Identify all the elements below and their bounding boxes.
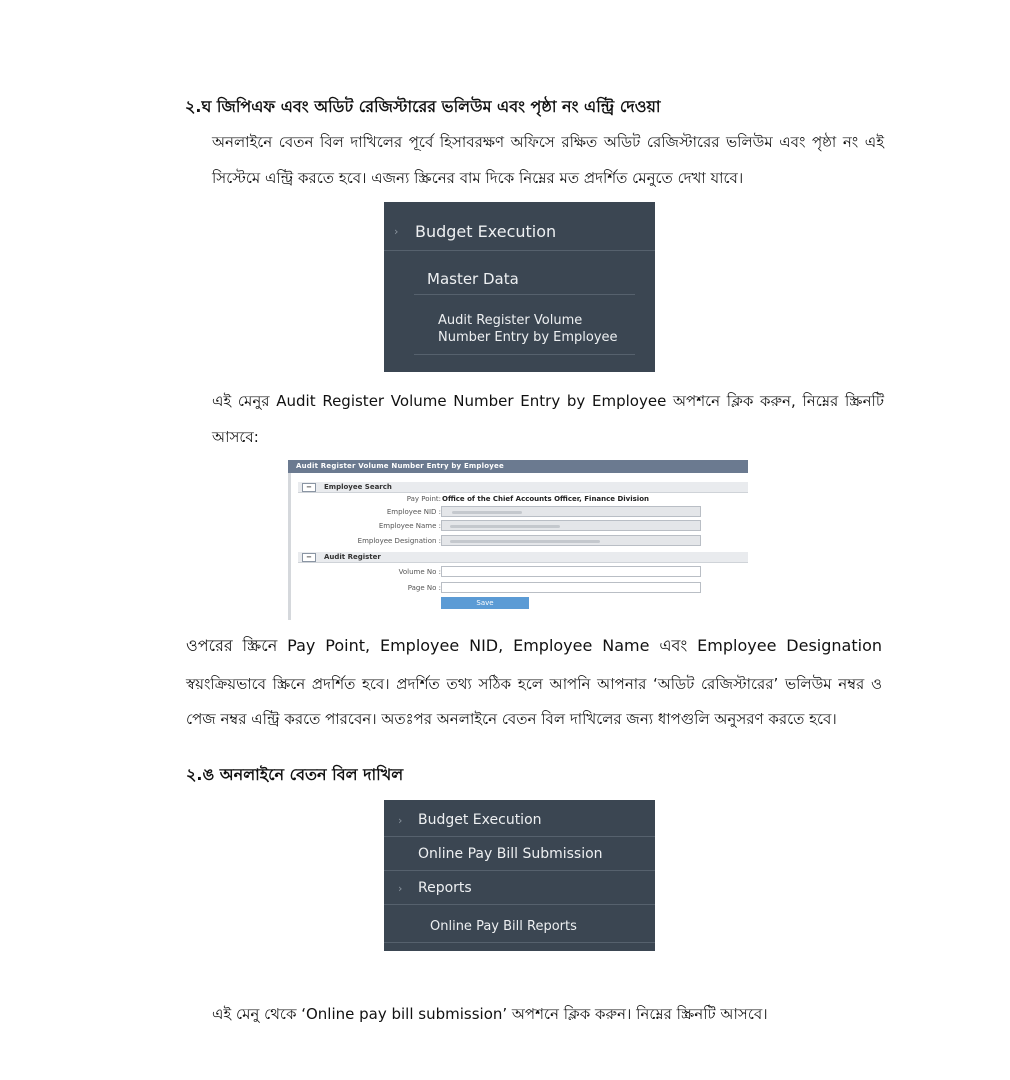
employee-name-label: Employee Name :	[378, 522, 441, 530]
menu-divider	[414, 294, 635, 295]
menu-item-audit-register-volume[interactable]	[438, 312, 618, 346]
section-title: Employee Search	[324, 483, 392, 491]
paragraph-2-line-2: আসবে:	[212, 428, 259, 446]
collapse-icon[interactable]: −	[302, 483, 316, 492]
menu-item-online-pay-bill-submission[interactable]	[384, 840, 655, 868]
paragraph-3-line-1: ওপরের স্ক্রিনে Pay Point, Employee NID, Employee Name এবং Employee Designation	[186, 636, 882, 655]
employee-nid-field	[441, 506, 701, 517]
page-no-input[interactable]	[441, 582, 701, 593]
section-header-audit-register[interactable]	[298, 552, 748, 563]
menu-item-master-data[interactable]	[384, 264, 655, 294]
employee-designation-field	[441, 535, 701, 546]
section-heading-2umo: ২.ঙ অনলাইনে বেতন বিল দাখিল	[186, 765, 404, 784]
form-screenshot-audit-register-entry	[288, 460, 748, 620]
menu-divider	[384, 942, 655, 943]
menu-item-label: Online Pay Bill Submission	[418, 846, 603, 862]
volume-no-label: Volume No :	[398, 568, 441, 576]
paragraph-1-line-2: সিস্টেমে এন্ট্রি করতে হবে। এজন্য স্ক্রিনের বাম দিকে নিম্নের মত প্রদর্শিত মেনুতে দেখা যাবে।	[212, 169, 744, 187]
section-heading-2gha: ২.ঘ জিপিএফ এবং অডিট রেজিস্টারের ভলিউম এবং পৃষ্ঠা নং এন্ট্রি দেওয়া	[185, 97, 661, 116]
paragraph-3-line-3: পেজ নম্বর এন্ট্রি করতে পারবেন। অতঃপর অনলাইনে বেতন বিল দাখিলের জন্য ধাপগুলি অনুসরণ করতে হবে।	[186, 710, 837, 728]
menu-item-label-line-2: Number Entry by Employee	[438, 330, 618, 345]
menu-item-online-pay-bill-reports[interactable]	[384, 912, 655, 940]
save-button[interactable]: Save	[441, 597, 529, 609]
menu-item-budget-execution[interactable]	[384, 806, 655, 834]
menu-divider	[384, 904, 655, 905]
paragraph-2-line-1: এই মেনুর Audit Register Volume Number Entry by Employee অপশনে ক্লিক করুন, নিম্নের স্ক্রিনটি	[212, 392, 884, 410]
menu-divider	[384, 250, 655, 251]
menu-item-budget-execution[interactable]	[384, 216, 655, 246]
paragraph-1-line-1: অনলাইনে বেতন বিল দাখিলের পূর্বে হিসাবরক্ষণ অফিসে রক্ষিত অডিট রেজিস্টারের ভলিউম এবং পৃষ্ঠা নং এই	[212, 133, 884, 151]
chevron-right-icon: ›	[394, 224, 399, 238]
menu-item-label: Budget Execution	[418, 812, 542, 828]
employee-nid-label: Employee NID :	[386, 508, 441, 516]
menu-item-label: Online Pay Bill Reports	[430, 918, 577, 934]
menu-screenshot-online-pay-bill	[384, 800, 655, 951]
volume-no-input[interactable]	[441, 566, 701, 577]
redacted-value	[450, 540, 600, 543]
employee-name-field	[441, 520, 701, 531]
menu-screenshot-budget-execution	[384, 202, 655, 372]
chevron-right-icon: ›	[398, 813, 403, 827]
menu-item-label-line-1: Audit Register Volume	[438, 313, 583, 328]
menu-item-label: Master Data	[427, 270, 519, 288]
form-title: Audit Register Volume Number Entry by Employee	[288, 460, 748, 473]
page-no-label: Page No :	[407, 584, 441, 592]
redacted-value	[450, 525, 560, 528]
redacted-value	[452, 511, 522, 514]
collapse-icon[interactable]: −	[302, 553, 316, 562]
pay-point-label: Pay Point:	[406, 495, 441, 503]
menu-item-label: Budget Execution	[415, 221, 557, 241]
menu-divider	[384, 836, 655, 837]
employee-designation-label: Employee Designation :	[357, 537, 441, 545]
menu-item-reports[interactable]	[384, 874, 655, 902]
paragraph-3-line-2: স্বয়ংক্রিয়ভাবে স্ক্রিনে প্রদর্শিত হবে। প্রদর্শিত তথ্য সঠিক হলে আপনি আপনার ‘অডিট রেজিস্টারের’ ভলিউম নম্বর ও	[186, 675, 882, 693]
menu-divider	[384, 870, 655, 871]
menu-item-label: Reports	[418, 880, 472, 896]
pay-point-value: Office of the Chief Accounts Officer, Finance Division	[442, 495, 649, 503]
menu-divider	[414, 354, 635, 355]
chevron-right-icon: ›	[398, 881, 403, 895]
paragraph-4: এই মেনু থেকে ‘Online pay bill submission’ অপশনে ক্লিক করুন। নিম্নের স্ক্রিনটি আসবে।	[212, 1005, 768, 1023]
section-title: Audit Register	[324, 553, 381, 561]
section-header-employee-search[interactable]	[298, 482, 748, 493]
